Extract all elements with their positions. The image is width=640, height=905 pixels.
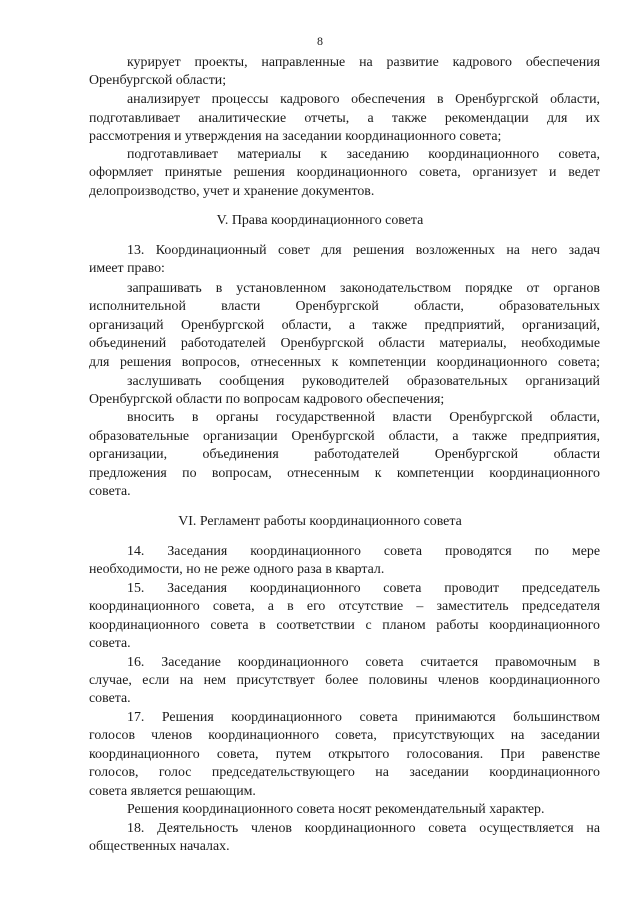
text-line: необходимости, но не реже одного раза в квартал. xyxy=(89,562,385,577)
text-line: вносить в органы государственной власти Оренбургской области, xyxy=(127,410,600,425)
text-line: 16. Заседание координационного совета считается правомочным в xyxy=(127,655,600,670)
section-heading: VI. Регламент работы координационного совета xyxy=(178,514,462,529)
text-line: делопроизводство, учет и хранение документов. xyxy=(89,184,375,199)
text-line: организаций Оренбургской области, а также предприятий, организаций, xyxy=(89,318,600,333)
text-line: для решения вопросов, отнесенных к компетенции координационного совета; xyxy=(89,355,600,370)
text-line: объединений работодателей Оренбургской области материалы, необходимые xyxy=(89,336,600,351)
text-line: Оренбургской области; xyxy=(89,73,227,88)
text-line: 15. Заседания координационного совета проводит председатель xyxy=(127,581,600,596)
text-line: 14. Заседания координационного совета проводятся по мере xyxy=(127,544,600,559)
text-line: голосов, голос председательствующего на заседании координационного xyxy=(89,765,600,780)
text-line: Оренбургской области по вопросам кадрового обеспечения; xyxy=(89,392,445,407)
text-line: голосов членов координационного совета, присутствующих на заседании xyxy=(89,728,600,743)
text-line: рассмотрения и утверждения на заседании координационного совета; xyxy=(89,129,502,144)
text-line: Решения координационного совета носят рекомендательный характер. xyxy=(127,802,545,817)
text-line: предложения по вопросам, отнесенным к компетенции координационного xyxy=(89,466,600,481)
text-line: запрашивать в установленном законодательством порядке от органов xyxy=(127,281,600,296)
text-line: исполнительной власти Оренбургской области, образовательных xyxy=(89,299,600,314)
text-line: 18. Деятельность членов координационного совета осуществляется на xyxy=(127,821,600,836)
text-line: координационного совета, путем открытого голосования. При равенстве xyxy=(89,747,600,762)
text-line: координационного совета, а в его отсутствие – заместитель председателя xyxy=(89,599,600,614)
text-line: совета. xyxy=(89,484,131,499)
text-line: подготавливает аналитические отчеты, а также рекомендации для их xyxy=(89,111,600,126)
text-line: оформляет принятые решения координационного совета, организует и ведет xyxy=(89,165,600,180)
text-line: 17. Решения координационного совета принимаются большинством xyxy=(127,710,600,725)
text-line: курирует проекты, направленные на развитие кадрового обеспечения xyxy=(127,55,600,70)
text-line: совета. xyxy=(89,636,131,651)
section-heading: V. Права координационного совета xyxy=(216,213,424,228)
text-line: анализирует процессы кадрового обеспечения в Оренбургской области, xyxy=(127,92,600,107)
page-number: 8 xyxy=(317,34,323,48)
text-line: организации, объединения работодателей Оренбургской области xyxy=(89,447,600,462)
text-line: совета является решающим. xyxy=(89,784,256,799)
text-line: образовательные организации Оренбургской области, а также предприятия, xyxy=(89,429,600,444)
text-line: совета. xyxy=(89,691,131,706)
text-line: общественных началах. xyxy=(89,839,230,854)
text-line: 13. Координационный совет для решения возложенных на него задач xyxy=(127,243,600,258)
text-line: заслушивать сообщения руководителей образовательных организаций xyxy=(127,374,600,389)
text-line: имеет право: xyxy=(89,261,165,276)
text-line: случае, если на нем присутствует более половины членов координационного xyxy=(89,673,600,688)
text-line: подготавливает материалы к заседанию координационного совета, xyxy=(127,147,600,162)
text-line: координационного совета в соответствии с планом работы координационного xyxy=(89,618,600,633)
